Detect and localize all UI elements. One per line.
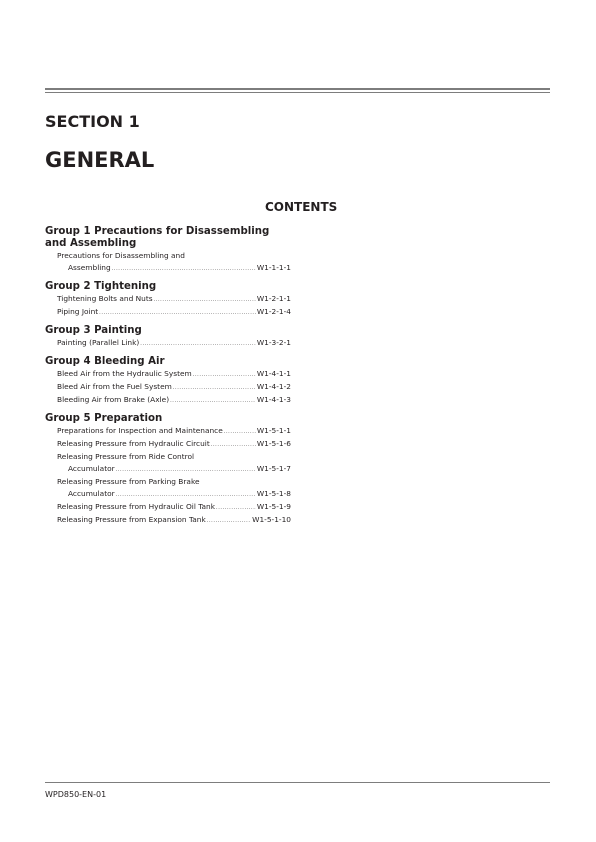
toc-dot-leader xyxy=(140,338,256,350)
toc-group-title: Group 5 Preparation xyxy=(45,413,163,424)
toc-dot-leader xyxy=(207,515,251,527)
toc-entry-line xyxy=(45,306,291,319)
toc-dot-leader xyxy=(154,294,256,306)
toc-entry-title: Bleed Air from the Fuel System xyxy=(57,382,172,391)
toc-entry-line xyxy=(45,262,291,275)
toc-page-number: W1-3-2-1 xyxy=(256,338,291,347)
toc-entry-line xyxy=(45,293,291,306)
toc-entry-title-continued: Assembling xyxy=(68,263,111,272)
toc-dot-leader xyxy=(173,382,256,394)
toc-group xyxy=(45,226,291,275)
footer-document-id: WPD850-EN-01 xyxy=(45,790,107,799)
contents-heading: CONTENTS xyxy=(265,200,338,214)
toc-entry-line xyxy=(45,425,291,438)
toc-entry-line xyxy=(45,488,291,501)
toc-page-number: W1-2-1-4 xyxy=(256,307,291,316)
toc-entry-title: Precautions for Disassembling and xyxy=(57,251,185,260)
toc-dot-leader xyxy=(193,369,256,381)
header-rule-thin xyxy=(45,92,550,93)
toc-entry-title: Releasing Pressure from Expansion Tank xyxy=(57,515,206,524)
toc-entry-title: Preparations for Inspection and Maintenance xyxy=(57,426,223,435)
toc-entry[interactable] xyxy=(45,476,291,501)
toc-page-number: W1-5-1-9 xyxy=(256,502,291,511)
toc-entry[interactable] xyxy=(45,306,291,319)
toc-page-number: W1-4-1-1 xyxy=(256,369,291,378)
toc-entry-title: Releasing Pressure from Hydraulic Oil Tank xyxy=(57,502,216,511)
toc-dot-leader xyxy=(116,489,256,501)
toc-page-number: W1-4-1-2 xyxy=(256,382,291,391)
toc-dot-leader xyxy=(211,439,256,451)
footer-rule xyxy=(45,782,550,783)
toc-dot-leader xyxy=(99,307,256,319)
toc-page-number: W1-5-1-1 xyxy=(256,426,291,435)
toc-dot-leader xyxy=(224,426,256,438)
toc-page-number: W1-1-1-1 xyxy=(256,263,291,272)
toc-entry-title: Piping Joint xyxy=(57,307,99,316)
toc-entry-title-continued: Accumulator xyxy=(68,464,115,473)
toc-entry-line xyxy=(45,438,291,451)
table-of-contents xyxy=(45,226,291,527)
toc-entry-title: Tightening Bolts and Nuts xyxy=(57,294,153,303)
toc-group-title: Group 1 Precautions for Disassembling and Assembling xyxy=(45,226,270,249)
toc-entry-title: Bleed Air from the Hydraulic System xyxy=(57,369,192,378)
toc-entry[interactable] xyxy=(45,381,291,394)
toc-page-number: W1-2-1-1 xyxy=(256,294,291,303)
toc-page-number: W1-5-1-7 xyxy=(256,464,291,473)
toc-entry[interactable] xyxy=(45,425,291,438)
toc-dot-leader xyxy=(116,464,256,476)
toc-dot-leader xyxy=(216,502,256,514)
toc-page-number: W1-5-1-6 xyxy=(256,439,291,448)
toc-entry-title: Releasing Pressure from Hydraulic Circuit xyxy=(57,439,210,448)
toc-entry-title: Releasing Pressure from Ride Control xyxy=(57,452,195,461)
toc-entry[interactable] xyxy=(45,250,291,275)
section-label: SECTION 1 xyxy=(45,112,140,131)
toc-page-number: W1-5-1-10 xyxy=(252,515,291,524)
toc-entry-line xyxy=(45,514,291,527)
toc-entry[interactable] xyxy=(45,451,291,476)
toc-entry[interactable] xyxy=(45,514,291,527)
toc-entry-line xyxy=(45,501,291,514)
toc-group xyxy=(45,413,291,527)
toc-entry[interactable] xyxy=(45,394,291,407)
toc-group xyxy=(45,356,291,407)
toc-entry-line xyxy=(45,368,291,381)
toc-entry[interactable] xyxy=(45,293,291,306)
toc-entry-title: Releasing Pressure from Parking Brake xyxy=(57,477,200,486)
toc-entry-title-continued: Accumulator xyxy=(68,489,115,498)
toc-group-title: Group 3 Painting xyxy=(45,325,142,336)
toc-entry-line xyxy=(45,337,291,350)
toc-entry-line xyxy=(45,381,291,394)
toc-group xyxy=(45,325,291,350)
toc-page-number: W1-5-1-8 xyxy=(256,489,291,498)
toc-entry-title: Bleeding Air from Brake (Axle) xyxy=(57,395,170,404)
toc-page-number: W1-4-1-3 xyxy=(256,395,291,404)
toc-entry-line xyxy=(45,394,291,407)
toc-group xyxy=(45,281,291,319)
header-rule-thick xyxy=(45,88,550,90)
toc-entry[interactable] xyxy=(45,438,291,451)
page-title: GENERAL xyxy=(45,148,155,172)
toc-entry[interactable] xyxy=(45,501,291,514)
toc-group-title: Group 2 Tightening xyxy=(45,281,157,292)
toc-entry-line xyxy=(45,463,291,476)
toc-entry[interactable] xyxy=(45,368,291,381)
toc-entry-title: Painting (Parallel Link) xyxy=(57,338,140,347)
toc-entry[interactable] xyxy=(45,337,291,350)
toc-dot-leader xyxy=(170,395,256,407)
toc-group-title: Group 4 Bleeding Air xyxy=(45,356,165,367)
toc-dot-leader xyxy=(112,263,256,275)
